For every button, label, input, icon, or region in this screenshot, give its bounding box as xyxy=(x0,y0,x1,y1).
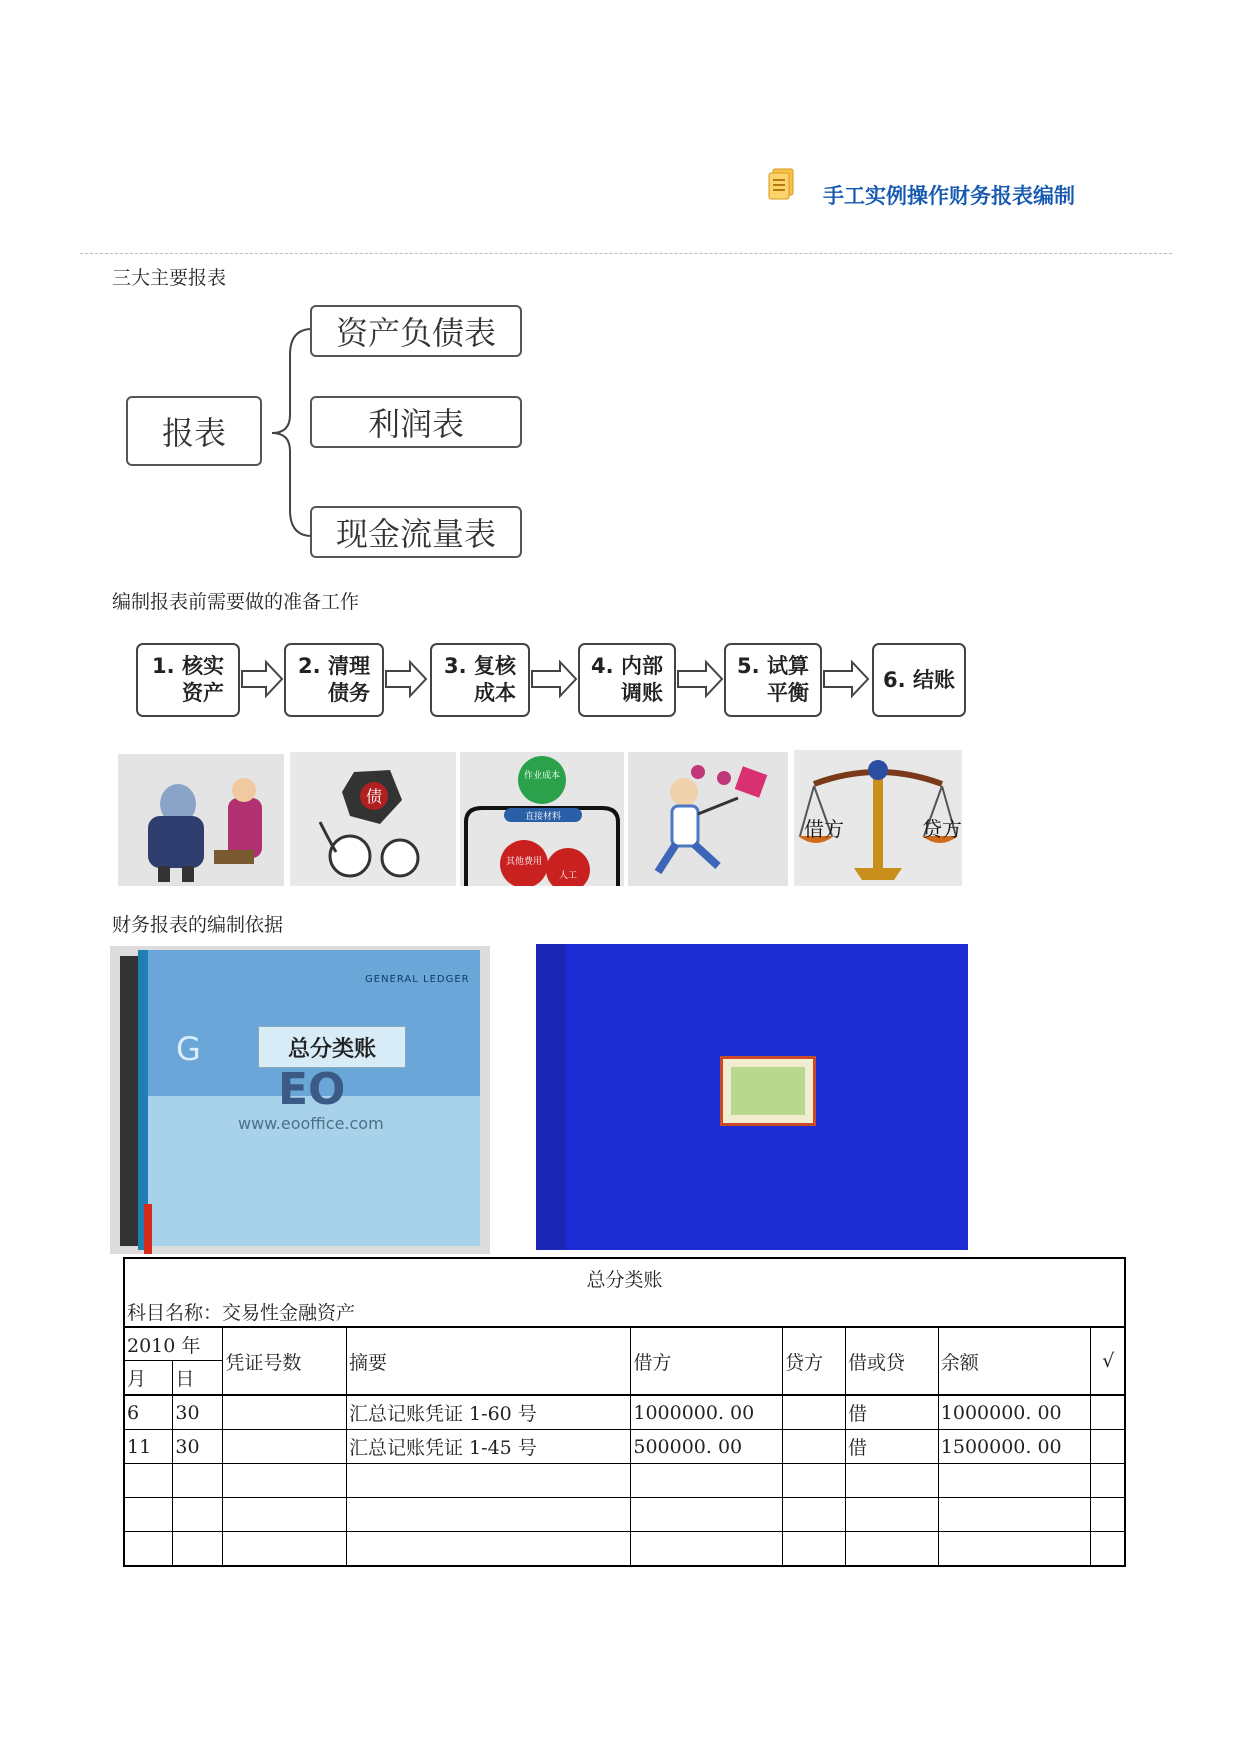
table-row xyxy=(124,1498,1125,1532)
cell-day: 30 xyxy=(173,1395,223,1430)
report-income-statement-box: 利润表 xyxy=(310,396,522,448)
arrow-right-icon xyxy=(384,659,428,699)
credit-side-label: 贷方 xyxy=(922,817,962,841)
section-heading-preparation: 编制报表前需要做的准备工作 xyxy=(112,591,360,613)
report-cash-flow-box: 现金流量表 xyxy=(310,506,522,558)
cell-check xyxy=(1090,1464,1125,1498)
table-row xyxy=(124,1430,1125,1464)
table-row xyxy=(124,1532,1125,1567)
general-ledger-book-image xyxy=(110,946,490,1254)
cell-balance: 1000000. 00 xyxy=(938,1395,1090,1430)
table-row xyxy=(124,1395,1125,1430)
header-credit: 贷方 xyxy=(783,1327,846,1395)
cell-summary: 汇总记账凭证 1-60 号 xyxy=(347,1395,631,1430)
cell-day xyxy=(173,1464,223,1498)
step-close-books: 6. 结账 xyxy=(872,643,966,717)
ledger-letter-g: G xyxy=(176,1030,201,1068)
ledger-header-box xyxy=(123,1257,1126,1326)
ledger-subject: 科目名称：交易性金融资产 xyxy=(127,1302,356,1324)
ledger-url-text: www.eooffice.com xyxy=(238,1114,384,1133)
arrow-right-icon xyxy=(822,659,870,699)
blue-ledger-book-image xyxy=(536,944,968,1250)
eo-logo: EO xyxy=(278,1064,346,1115)
step-verify-assets: 1. 核实 资产 xyxy=(136,643,240,717)
report-root-box: 报表 xyxy=(126,396,262,466)
step-trial-balance: 5. 试算 平衡 xyxy=(724,643,822,717)
step-review-costs: 3. 复核 成本 xyxy=(430,643,530,717)
labor-label: 人工 xyxy=(558,871,578,881)
brace-icon xyxy=(268,325,316,540)
ledger-year: 2010 年 xyxy=(124,1327,223,1361)
ledger-brand-text: GENERAL LEDGER xyxy=(365,974,470,985)
cell-balance xyxy=(938,1532,1090,1567)
cell-day: 30 xyxy=(173,1430,223,1464)
debt-cleanup-illustration xyxy=(290,752,456,886)
cell-balance: 1500000. 00 xyxy=(938,1430,1090,1464)
step-internal-adjust: 4. 内部 调账 xyxy=(578,643,676,717)
cell-voucher xyxy=(223,1498,347,1532)
header-day: 日 xyxy=(173,1361,223,1396)
header-debit: 借方 xyxy=(631,1327,783,1395)
arrow-right-icon xyxy=(676,659,724,699)
cell-dc xyxy=(846,1464,939,1498)
cell-debit xyxy=(631,1464,783,1498)
cell-check xyxy=(1090,1532,1125,1567)
internal-adjust-illustration xyxy=(628,752,788,886)
cost-review-illustration xyxy=(460,752,624,886)
cell-check xyxy=(1090,1395,1125,1430)
cell-voucher xyxy=(223,1532,347,1567)
cell-summary xyxy=(347,1464,631,1498)
cell-voucher xyxy=(223,1395,347,1430)
cell-credit xyxy=(783,1532,846,1567)
cell-debit: 500000. 00 xyxy=(631,1430,783,1464)
ledger-table xyxy=(123,1326,1126,1567)
cost-bubble-label: 作业成本 xyxy=(523,771,561,781)
cell-summary: 汇总记账凭证 1-45 号 xyxy=(347,1430,631,1464)
header-month: 月 xyxy=(124,1361,173,1396)
header-check: √ xyxy=(1090,1327,1125,1395)
cell-month xyxy=(124,1464,173,1498)
cell-month xyxy=(124,1498,173,1532)
cell-credit xyxy=(783,1464,846,1498)
cell-credit xyxy=(783,1395,846,1430)
section-heading-basis: 财务报表的编制依据 xyxy=(112,914,284,936)
verify-assets-illustration xyxy=(118,754,284,886)
debt-label: 债 xyxy=(365,787,383,806)
cell-dc xyxy=(846,1498,939,1532)
cell-dc xyxy=(846,1532,939,1567)
cell-summary xyxy=(347,1498,631,1532)
ledger-title: 总分类账 xyxy=(586,1269,663,1291)
balance-scale-illustration xyxy=(794,750,962,886)
cell-check xyxy=(1090,1498,1125,1532)
arrow-right-icon xyxy=(240,659,284,699)
cell-balance xyxy=(938,1498,1090,1532)
table-row xyxy=(124,1464,1125,1498)
cell-month: 6 xyxy=(124,1395,173,1430)
cell-dc: 借 xyxy=(846,1430,939,1464)
cell-credit xyxy=(783,1430,846,1464)
step-clear-debts: 2. 清理 债务 xyxy=(284,643,384,717)
material-label: 直接材料 xyxy=(524,812,562,822)
cell-summary xyxy=(347,1532,631,1567)
cell-voucher xyxy=(223,1430,347,1464)
cell-debit: 1000000. 00 xyxy=(631,1395,783,1430)
header-debit-or-credit: 借或贷 xyxy=(846,1327,939,1395)
debit-side-label: 借方 xyxy=(804,817,844,841)
cell-debit xyxy=(631,1498,783,1532)
header-balance: 余额 xyxy=(938,1327,1090,1395)
header-summary: 摘要 xyxy=(347,1327,631,1395)
divider xyxy=(80,253,1172,254)
section-heading-main-reports: 三大主要报表 xyxy=(112,267,227,289)
report-balance-sheet-box: 资产负债表 xyxy=(310,305,522,357)
cell-day xyxy=(173,1498,223,1532)
cell-voucher xyxy=(223,1464,347,1498)
cell-credit xyxy=(783,1498,846,1532)
page-title-link[interactable]: 手工实例操作财务报表编制 xyxy=(823,184,1075,208)
ledger-book-title: 总分类账 xyxy=(258,1026,406,1068)
cell-day xyxy=(173,1532,223,1567)
cell-month: 11 xyxy=(124,1430,173,1464)
other-expense-label: 其他费用 xyxy=(505,857,543,867)
document-icon xyxy=(766,168,796,202)
cell-balance xyxy=(938,1464,1090,1498)
cell-debit xyxy=(631,1532,783,1567)
header-voucher: 凭证号数 xyxy=(223,1327,347,1395)
cell-month xyxy=(124,1532,173,1567)
arrow-right-icon xyxy=(530,659,578,699)
cell-check xyxy=(1090,1430,1125,1464)
cell-dc: 借 xyxy=(846,1395,939,1430)
